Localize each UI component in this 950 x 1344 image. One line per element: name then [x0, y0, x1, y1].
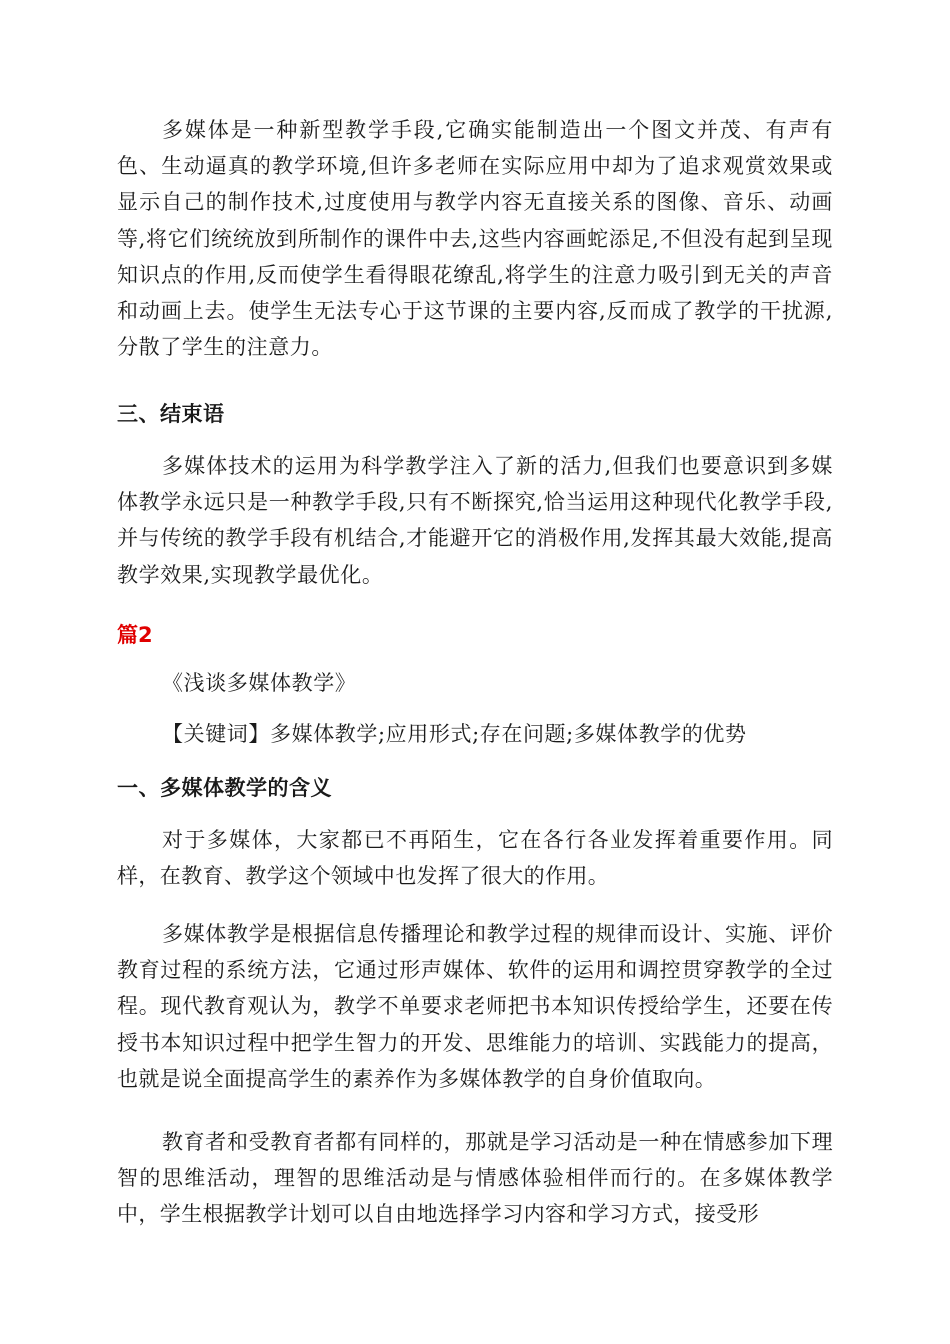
paragraph-educators: 教育者和受教育者都有同样的，那就是学习活动是一种在情感参加下理智的思维活动，理智的思维活动是与情感体验相伴而行的。在多媒体教学中，学生根据教学计划可以自由地选择学习内容和学习方式，接受形 — [117, 1130, 833, 1227]
article-title: 《浅谈多媒体教学》 — [162, 671, 357, 695]
keywords-line: 【关键词】多媒体教学;应用形式;存在问题;多媒体教学的优势 — [162, 722, 747, 746]
paragraph-definition: 多媒体教学是根据信息传播理论和教学过程的规律而设计、实施、评价教育过程的系统方法，它通过形声媒体、软件的运用和调控贯穿教学的全过程。现代教育观认为，教学不单要求老师把书本知识传授给学生，还要在传授书本知识过程中把学生智力的开发、思维能力的培训、实践能力的提高，也就是说全面提高学生的素养作为多媒体教学的自身价值取向。 — [117, 922, 833, 1091]
paragraph-multimedia-misuse: 多媒体是一种新型教学手段,它确实能制造出一个图文并茂、有声有色、生动逼真的教学环境,但许多老师在实际应用中却为了追求观赏效果或显示自己的制作技术,过度使用与教学内容无直接关系的图像、音乐、动画等,将它们统统放到所制作的课件中去,这些内容画蛇添足,不但没有起到呈现知识点的作用,反而使学生看得眼花缭乱,将学生的注意力吸引到无关的声音和动画上去。使学生无法专心于这节课的主要内容,反而成了教学的干扰源,分散了学生的注意力。 — [117, 118, 833, 360]
heading-conclusion: 三、结束语 — [117, 402, 225, 426]
section-label-part2: 篇2 — [117, 623, 153, 647]
paragraph-familiar-with-multimedia: 对于多媒体，大家都已不再陌生，它在各行各业发挥着重要作用。同样，在教育、教学这个领域中也发挥了很大的作用。 — [117, 828, 833, 889]
paragraph-conclusion: 多媒体技术的运用为科学教学注入了新的活力,但我们也要意识到多媒体教学永远只是一种教学手段,只有不断探究,恰当运用这种现代化教学手段,并与传统的教学手段有机结合,才能避开它的消极作用,发挥其最大效能,提高教学效果,实现教学最优化。 — [117, 454, 833, 587]
heading-meaning-of-multimedia-teaching: 一、多媒体教学的含义 — [117, 776, 332, 800]
